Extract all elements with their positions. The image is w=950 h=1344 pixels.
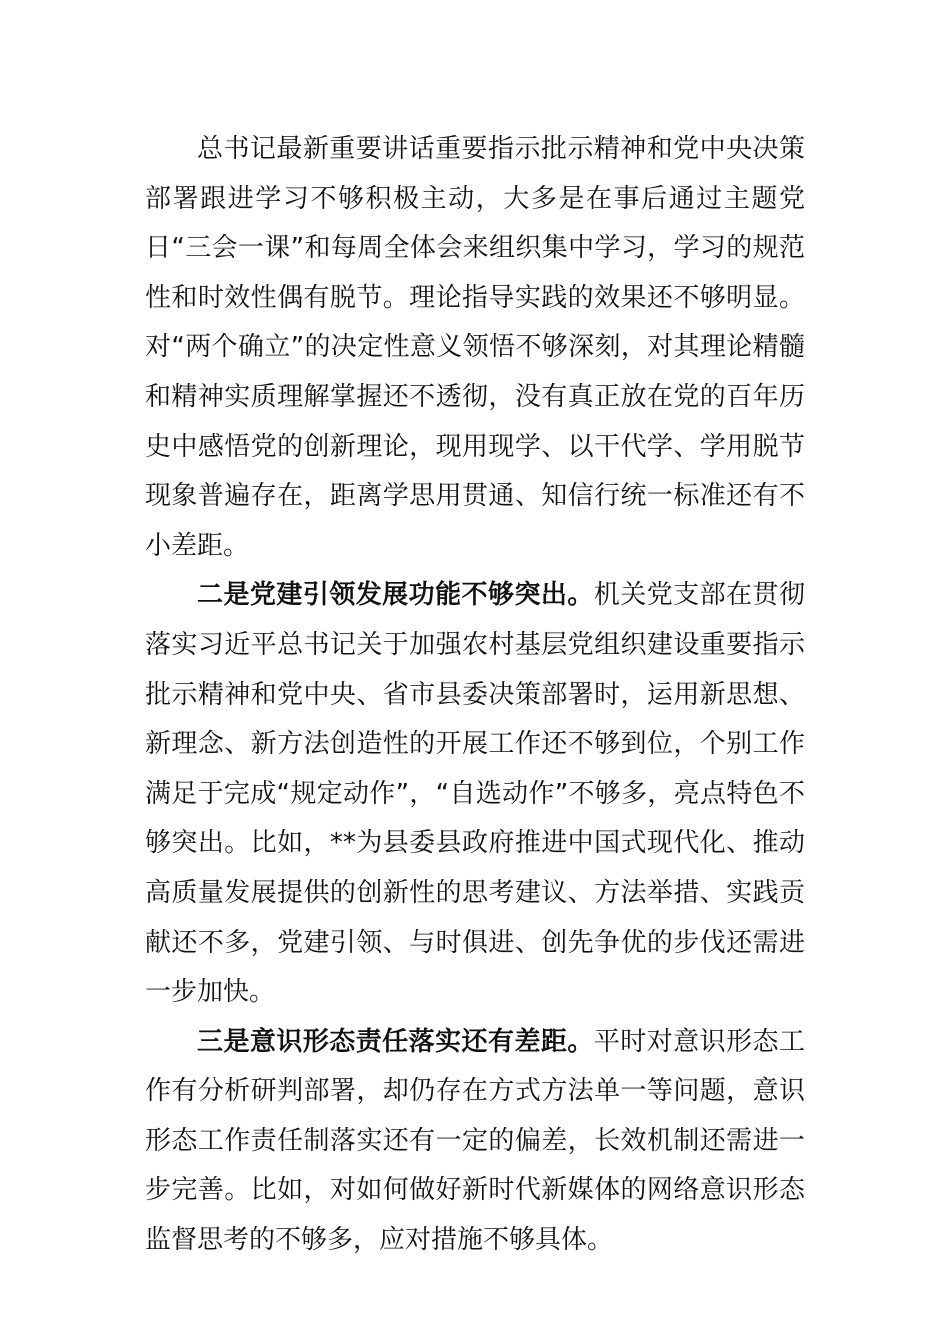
- paragraph-1-text: 总书记最新重要讲话重要指示批示精神和党中央决策部署跟进学习不够积极主动，大多是在事后通过主题党日“三会一课”和每周全体会来组织集中学习，学习的规范性和时效性偶有脱节。理论指导实践的效果还不够明显。对“两个确立”的决定性意义领悟不够深刻，对其理论精髓和精神实质理解掌握还不透彻，没有真正放在党的百年历史中感悟党的创新理论，现用现学、以干代学、学用脱节现象普遍存在，距离学思用贯通、知信行统一标准还有不小差距。: [145, 134, 805, 561]
- paragraph-2-text: 机关党支部在贯彻落实习近平总书记关于加强农村基层党组织建设重要指示批示精神和党中央、省市县委决策部署时，运用新思想、新理念、新方法创造性的开展工作还不够到位，个别工作满足于完成“规定动作”，“自选动作”不够多，亮点特色不够突出。比如，**为县委县政府推进中国式现代化、推动高质量发展提供的创新性的思考建议、方法举措、实践贡献还不多，党建引领、与时俱进、创先争优的步伐还需进一步加快。: [145, 580, 805, 1008]
- paragraph-3: [145, 1018, 805, 1266]
- paragraph-1: [145, 125, 805, 571]
- paragraph-3-heading: 三是意识形态责任落实还有差距。: [197, 1026, 594, 1057]
- paragraph-3-text: 平时对意识形态工作有分析研判部署，却仍存在方式方法单一等问题，意识形态工作责任制落实还有一定的偏差，长效机制还需进一步完善。比如，对如何做好新时代新媒体的网络意识形态监督思考的不够多，应对措施不够具体。: [145, 1026, 805, 1256]
- document-body: [145, 125, 805, 1266]
- paragraph-2-heading: 二是党建引领发展功能不够突出。: [197, 580, 594, 611]
- paragraph-2: [145, 571, 805, 1017]
